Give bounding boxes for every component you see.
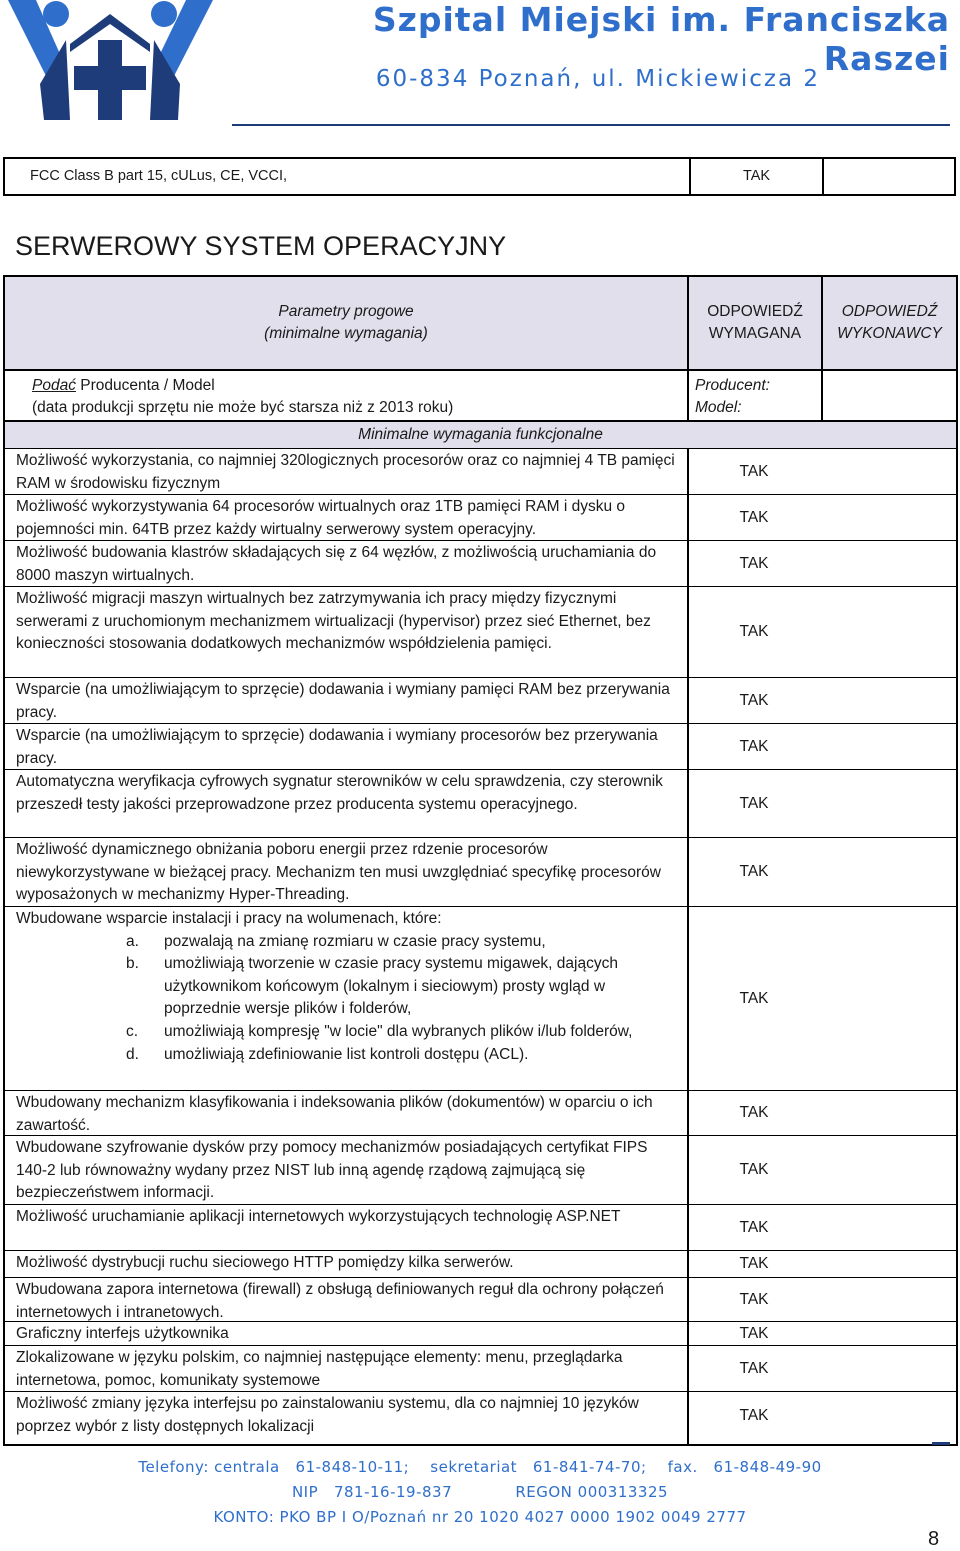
requirement-description: Wbudowany mechanizm klasyfikowania i indeksowania plików (dokumentów) w oparciu o ich zawartość. — [16, 1094, 653, 1134]
list-item-text: pozwalają na zmianę rozmiaru w czasie pracy systemu, — [164, 932, 546, 950]
required-answer: TAK — [739, 623, 769, 640]
requirement-description: Możliwość dystrybucji ruchu sieciowego HTTP pomiędzy kilka serwerów. — [16, 1254, 514, 1271]
producer-label-emph: Podać — [32, 377, 76, 394]
required-answer: TAK — [739, 554, 769, 572]
table-row — [5, 770, 956, 838]
list-marker: d. — [126, 1045, 139, 1063]
requirement-text — [16, 771, 681, 816]
header-params-line1: Parametry progowe — [278, 303, 414, 320]
requirement-text — [16, 1252, 681, 1275]
requirement-text — [16, 1206, 681, 1229]
requirement-text — [16, 450, 681, 495]
required-answer: TAK — [739, 462, 769, 480]
required-answer: TAK — [739, 508, 769, 526]
requirement-description: Możliwość uruchamianie aplikacji internetowych wykorzystujących technologię ASP.NET — [16, 1208, 621, 1225]
requirement-description: Możliwość wykorzystania, co najmniej 320logicznych procesorów oraz co najmniej 4 TB pamięci RAM w środowisku fizycznym — [16, 452, 675, 492]
functional-requirements-subheader: Minimalne wymagania funkcjonalne — [5, 422, 956, 449]
requirement-text — [16, 725, 681, 770]
required-answer: TAK — [739, 1255, 769, 1272]
required-answer: TAK — [739, 1104, 769, 1121]
footer-ids: NIP 781-16-19-837 REGON 000313325 — [291, 1483, 669, 1501]
producer-row — [5, 371, 956, 421]
requirements-table — [3, 275, 958, 1446]
list-item — [16, 1044, 681, 1067]
header-params — [5, 277, 687, 369]
producer-answer[interactable] — [695, 375, 770, 419]
requirement-description: Wsparcie (na umożliwiającym to sprzęcie) dodawania i wymiany pamięci RAM bez przerywania pracy. — [16, 681, 670, 721]
footer-bank-account: KONTO: PKO BP I O/Poznań nr 20 1020 4027 0000 1902 0049 2777 — [213, 1508, 747, 1526]
list-item-text: umożliwiają tworzenie w czasie pracy systemu migawek, dających użytkownikom końcowym (lokalnym i sieciowym) prosty wgląd w poprzednie wersje plików i folderów, — [164, 955, 618, 1018]
certification-contractor-cell[interactable] — [824, 159, 954, 194]
requirement-description: Możliwość dynamicznego obniżania poboru energii przez rdzenie procesorów niewykorzystywane w bieżącej pracy. Mechanizm ten musi uwzględniać specyfikę procesorów wyposażonych w mechanizmy Hyper-Threading. — [16, 841, 661, 904]
table-row — [5, 1392, 956, 1439]
requirement-text — [16, 679, 681, 724]
table-header-row — [5, 277, 956, 371]
table-row — [5, 838, 956, 907]
producer-date-note: (data produkcji sprzętu nie może być starsza niż z 2013 roku) — [32, 399, 454, 416]
requirement-description: Możliwość budowania klastrów składających się z 64 węzłów, z możliwością uruchamiania do 8000 maszyn wirtualnych. — [16, 544, 657, 584]
required-answer: TAK — [739, 863, 769, 880]
requirement-text — [16, 1347, 681, 1392]
list-item-text: umożliwiają zdefiniowanie list kontroli dostępu (ACL). — [164, 1045, 529, 1063]
header-params-line2: (minimalne wymagania) — [264, 325, 428, 342]
requirement-text — [16, 839, 681, 907]
list-item-text: umożliwiają kompresję "w locie" dla wybranych plików i/lub folderów, — [164, 1022, 633, 1040]
certification-required: TAK — [691, 159, 824, 194]
required-answer: TAK — [739, 1406, 769, 1424]
table-row — [5, 678, 956, 724]
requirement-text — [16, 1393, 681, 1438]
requirement-description: Możliwość wykorzystywania 64 procesorów wirtualnych oraz 1TB pamięci RAM i dysku o pojemności min. 64TB przez każdy wirtualny serwerowy system operacyjny. — [16, 498, 626, 538]
hospital-name: Szpital Miejski im. Franciszka Raszei — [372, 0, 950, 78]
hospital-address: 60-834 Poznań, ul. Mickiewicza 2 — [375, 66, 820, 92]
footer-phones: Telefony: centrala 61-848-10-11; sekretariat 61-841-74-70; fax. 61-848-49-90 — [138, 1458, 822, 1476]
requirement-description: Automatyczna weryfikacja cyfrowych sygnatur sterowników w celu sprawdzenia, czy sterownik przeszedł testy jakości przeprowadzone przez producenta systemu operacyjnego. — [16, 773, 663, 813]
list-item — [16, 931, 681, 954]
requirement-description: Graficzny interfejs użytkownika — [16, 1325, 229, 1342]
table-row — [5, 1322, 956, 1346]
header-divider — [232, 124, 950, 126]
table-row — [5, 1346, 956, 1392]
table-row — [5, 724, 956, 770]
required-answer: TAK — [739, 1218, 769, 1236]
requirement-text — [16, 1279, 681, 1324]
required-answer: TAK — [739, 1359, 769, 1377]
required-answer: TAK — [739, 1161, 769, 1178]
certification-row — [3, 157, 956, 196]
requirement-description: Zlokalizowane w języku polskim, co najmniej następujące elementy: menu, przeglądarka internetowa, pomoc, komunikaty systemowe — [16, 1349, 623, 1389]
requirement-text — [16, 542, 681, 587]
header-contractor-label: ODPOWIEDŹ WYKONAWCY — [837, 303, 942, 342]
requirement-text — [16, 496, 681, 541]
header-required-label: ODPOWIEDŹ WYMAGANA — [707, 303, 803, 342]
producer-label-rest: Producenta / Model — [75, 377, 215, 394]
table-row — [5, 541, 956, 587]
header-required — [687, 277, 821, 369]
required-answer: TAK — [739, 989, 769, 1007]
list-marker: b. — [126, 955, 139, 973]
model-field-label: Model: — [695, 399, 742, 416]
header-contractor — [821, 277, 956, 369]
requirement-text — [16, 908, 681, 1066]
list-item — [16, 1021, 681, 1044]
table-row — [5, 1278, 956, 1322]
requirement-text — [16, 588, 681, 656]
table-row — [5, 1205, 956, 1251]
list-marker: c. — [126, 1022, 139, 1040]
hospital-logo — [8, 0, 213, 120]
table-row — [5, 1091, 956, 1136]
requirement-description: Wbudowana zapora internetowa (firewall) z obsługą definiowanych reguł dla ochrony połączeń internetowych i intranetowych. — [16, 1281, 664, 1321]
requirement-description: Wbudowane szyfrowanie dysków przy pomocy mechanizmów posiadających certyfikat FIPS 140-2 lub równoważny wydany przez NIST lub inną agendę rządową zajmującą się bezpieczeństwem informacji. — [16, 1139, 648, 1202]
footer-divider — [932, 1442, 950, 1445]
table-row — [5, 1251, 956, 1278]
requirement-text — [16, 1323, 681, 1346]
required-answer: TAK — [739, 1290, 769, 1308]
requirement-text — [16, 1092, 681, 1137]
list-marker: a. — [126, 932, 139, 950]
requirement-text — [16, 1137, 681, 1205]
volume-features-list — [16, 931, 681, 1067]
requirement-description: Możliwość migracji maszyn wirtualnych bez zatrzymywania ich pracy między fizycznymi serwerami z uruchomionym mechanizmem wirtualizacji (hypervisor) przez sieć Ethernet, bez konieczności stosowania dodatkowych mechanizmów współdzielenia pamięci. — [16, 590, 651, 653]
producer-field-label: Producent: — [695, 377, 770, 394]
required-answer: TAK — [739, 794, 769, 812]
required-answer: TAK — [739, 737, 769, 755]
requirement-description: Wsparcie (na umożliwiającym to sprzęcie) dodawania i wymiany procesorów bez przerywania pracy. — [16, 727, 658, 767]
table-row — [5, 495, 956, 541]
required-answer: TAK — [739, 691, 769, 709]
requirement-description: Wbudowane wsparcie instalacji i pracy na wolumenach, które: — [16, 910, 442, 927]
certification-label: FCC Class B part 15, cULus, CE, VCCI, — [5, 159, 691, 194]
list-item — [16, 953, 681, 1021]
table-row — [5, 1136, 956, 1205]
page-number: 8 — [928, 1528, 940, 1550]
requirement-description: Możliwość zmiany języka interfejsu po zainstalowaniu systemu, dla co najmniej 10 języków poprzez wybór z listy dostępnych lokalizacji — [16, 1395, 639, 1435]
required-answer: TAK — [739, 1324, 769, 1342]
section-title: SERWEROWY SYSTEM OPERACYJNY — [15, 231, 507, 261]
table-row — [5, 907, 956, 1091]
producer-label — [32, 375, 453, 419]
table-row — [5, 587, 956, 678]
table-row — [5, 449, 956, 495]
